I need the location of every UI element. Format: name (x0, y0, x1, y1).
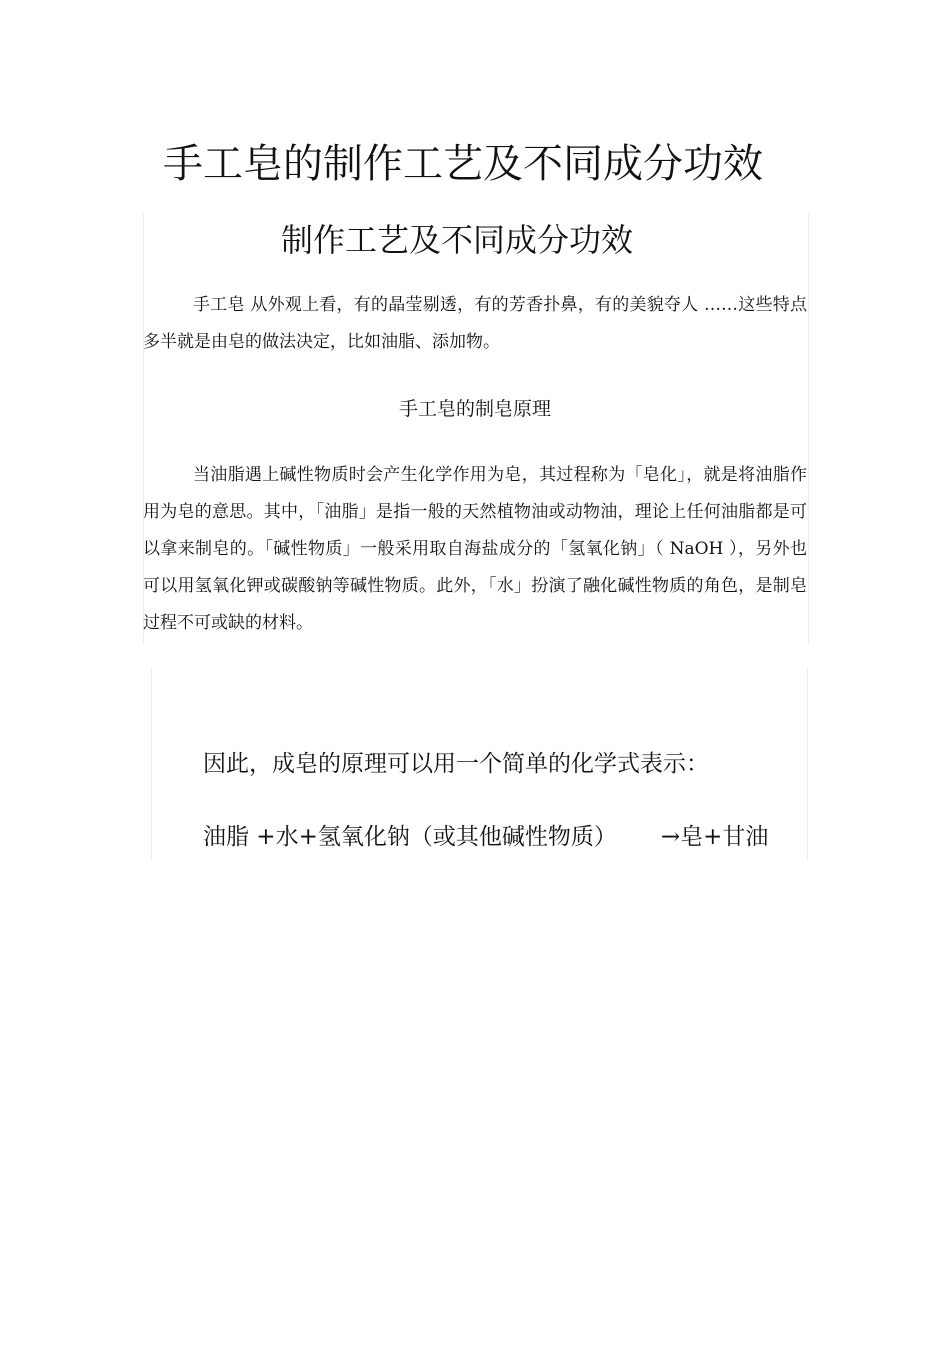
section-title: 制作工艺及不同成分功效 (281, 221, 634, 259)
principle-paragraph: 当油脂遇上碱性物质时会产生化学作用为皂，其过程称为「皂化」，就是将油脂作用为皂的意思。其中，「油脂」是指一般的天然植物油或动物油，理论上任何油脂都是可以拿来制皂的。「碱性物质」一般采用取自海盐成分的「氢氧化钠」（ NaOH ），另外也可以用氢氧化钾或碳酸钠等碱性物质。此外，「水」扮演了融化碱性物质的角色，是制皂过程不可或缺的材料。 (143, 465, 807, 633)
page-title: 手工皂的制作工艺及不同成分功效 (163, 141, 763, 187)
principle-subheading: 手工皂的制皂原理 (398, 398, 551, 420)
formula-reactants: 油脂 +水+氢氧化钠（或其他碱性物质） (203, 824, 617, 850)
chemical-formula (203, 818, 768, 856)
formula-intro: 因此，成皂的原理可以用一个简单的化学式表示： (203, 751, 709, 777)
intro-paragraph: 手工皂 从外观上看，有的晶莹剔透，有的芳香扑鼻，有的美貌夺人 ……这些特点多半就是由皂的做法决定，比如油脂、添加物。 (143, 295, 807, 352)
formula-products: →皂+甘油 (660, 824, 769, 850)
